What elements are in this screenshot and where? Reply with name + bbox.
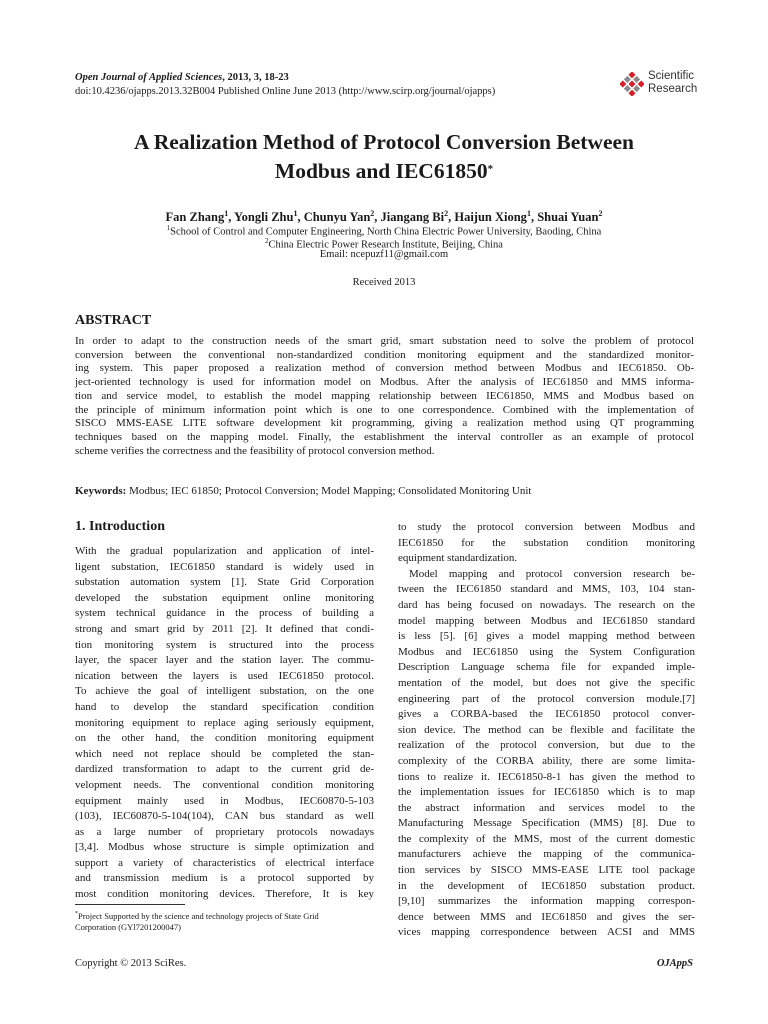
title-line-2: Modbus and IEC61850: [274, 159, 488, 183]
body-line: monitoring equipment to replace aging seriously equipment,: [75, 716, 374, 729]
body-line: substation automation system [1]. State Grid Corporation: [75, 576, 374, 589]
abstract-body: [75, 335, 694, 458]
body-line: equipment mainly used in Modbus, IEC60870-5-103: [75, 794, 374, 807]
body-line: hand to develop the standard specification condition: [75, 700, 374, 713]
body-line: To achieve the goal of intelligent substation, on the one: [75, 685, 374, 698]
body-line: tween the IEC61850 standard and MMS, 103, 104 stan-: [398, 583, 695, 596]
affiliation-2: $^2$China Electric Power Research Institute, Beijing, China: [265, 237, 503, 251]
body-line: most condition monitoring devices. Therefore, It is key: [75, 888, 374, 901]
footnote: [75, 909, 375, 934]
keywords-label: Keywords:: [75, 485, 127, 497]
paper-title: [40, 128, 728, 186]
abstract-line: SISCO MMS-EASE LITE software development kit programming, giving a realization method using QT programming: [75, 417, 694, 430]
body-line: [9,10] summarizes the information mapping correspon-: [398, 895, 695, 908]
doi-line: doi:10.4236/ojapps.2013.32B004 Published Online June 2013 (http://www.scirp.org/journal/ojapps): [75, 86, 496, 97]
author: Chunyu Yan$^2$,: [303, 209, 381, 225]
body-line: the abstract information and services model to the: [398, 801, 695, 814]
author: Fan Zhang$^1$,: [165, 209, 235, 225]
footnote-mark: *: [75, 911, 78, 917]
body-line: Manufacturing Message Specification (MMS) [8]. Due to: [398, 817, 695, 830]
body-column-left: [75, 544, 374, 903]
intro-heading: 1. Introduction: [75, 519, 165, 534]
body-line: which need not replace should be completed the stan-: [75, 747, 374, 760]
body-line: tion monitoring system is structured into the process: [75, 638, 374, 651]
body-line: IEC61850 for the substation condition monitoring: [398, 536, 695, 549]
affiliation-1: $^1$School of Control and Computer Engineering, North China Electric Power University, Baoding, China: [166, 224, 602, 238]
body-line: dard has being focused on nowadays. The research on the: [398, 598, 695, 611]
body-line: Description Language schema file for expanded imple-: [398, 661, 695, 674]
abstract-line: tion and service model, to establish the model mapping relationship between IEC61850, MMS and Modbus based on: [75, 389, 694, 402]
abstract-heading: ABSTRACT: [75, 313, 152, 328]
body-line: and transmission medium is a protocol supported by: [75, 872, 374, 885]
body-line: as a large number of proprietary protocols nowadays: [75, 825, 374, 838]
body-line: the complexity of the MMS, most of the current domestic: [398, 832, 695, 845]
body-line: tion services by SISCO MMS-EASE LITE tool package: [398, 864, 695, 877]
author-email: Email: ncepuzf11@gmail.com: [319, 249, 449, 260]
body-line: ligent substation, IEC61850 standard is widely used in: [75, 560, 374, 573]
body-line: vices mapping correspondence between ACSI and MMS: [398, 926, 695, 939]
body-line: to study the protocol conversion between Modbus and: [398, 521, 695, 533]
body-line: manufacturers achieve the mapping of the communica-: [398, 848, 695, 861]
journal-header: [75, 71, 495, 99]
author: Shuai Yuan$^2$: [537, 209, 603, 225]
logo-text-line1: Scientific: [648, 70, 695, 82]
body-line: Modbus and IEC61850 using the System Configuration: [398, 645, 695, 658]
abstract-line: ject-oriented technology is used for information model on Modbus. After the analysis of IEC61850 and MMS informa-: [75, 376, 694, 389]
body-line: is less [5]. [6] gives a model mapping method between: [398, 630, 695, 643]
abstract-line: conversion between the conventional non-standardized condition monitoring equipment and the standardized monitor-: [75, 348, 694, 361]
footnote-line-2: Corporation (GYl7201200047): [75, 922, 182, 933]
body-line: velopment needs. The conventional condition monitoring: [75, 778, 374, 791]
body-line: system technical guidance in the process of building a: [75, 607, 374, 620]
body-line: model mapping between Modbus and IEC61850 standard: [398, 614, 695, 627]
author: Yongli Zhu$^1$,: [234, 209, 304, 225]
title-footnote-mark: *: [487, 163, 494, 175]
body-line: realization of the protocol conversion, but due to the: [398, 739, 695, 752]
body-line: layer, the spacer layer and the station layer. The commu-: [75, 654, 374, 667]
body-line: equipment standardization.: [398, 552, 518, 565]
body-line: engineering part of the protocol conversion module.[7]: [398, 692, 695, 705]
abstract-line: scheme verifies the correctness and the feasibility of protocol conversion method.: [75, 444, 435, 457]
body-line: in the development of IEC61850 substation product.: [398, 879, 695, 892]
logo-text-line2: Research: [648, 83, 698, 95]
body-line: mentation of the model, but does not give the specific: [398, 676, 695, 689]
body-line: (103), IEC60870-5-104(104), CAN bus standard as well: [75, 810, 374, 823]
body-line: dence between MMS and IEC61850 and gives the ser-: [398, 910, 695, 923]
body-line: Model mapping and protocol conversion research be-: [409, 567, 695, 580]
title-line-1: A Realization Method of Protocol Conversion Between: [133, 130, 634, 154]
body-column-right: [398, 520, 695, 941]
footnote-divider: [75, 904, 185, 905]
body-line: sion device. The method can be flexible and facilitate the: [398, 723, 695, 736]
body-line: With the gradual popularization and application of intel-: [75, 545, 374, 557]
received-date: Received 2013: [352, 277, 416, 288]
body-line: nication between the layers is used IEC61850 protocol.: [75, 669, 374, 682]
journal-name: Open Journal of Applied Sciences: [75, 72, 223, 83]
author: Haijun Xiong$^1$,: [454, 209, 538, 225]
body-line: strong and smart grid by 2011 [2]. It defined that condi-: [75, 622, 374, 635]
scientific-research-logo: [620, 70, 700, 100]
publisher-logo-icon: [620, 72, 644, 96]
body-line: support a variety of characteristics of electrical interface: [75, 856, 374, 869]
copyright: Copyright © 2013 SciRes.: [75, 958, 187, 969]
abstract-line: techniques based on the mapping model. Finally, the establishment the interval controller as an example of protocol: [75, 430, 694, 443]
keywords: [75, 484, 532, 498]
abstract-line: ing system. This paper proposed a realization method of conversion method between Modbus and IEC61850. Ob-: [75, 362, 694, 375]
body-line: developed the substation equipment online monitoring: [75, 591, 374, 604]
author: Jiangang Bi$^2$,: [380, 209, 455, 225]
body-line: complexity of the CORBA ability, there are some limita-: [398, 754, 695, 767]
body-line: on the other hand, the condition monitoring equipment: [75, 732, 374, 745]
abstract-line: In order to adapt to the construction needs of the smart grid, smart substation need to solve the problem of protocol: [75, 335, 694, 347]
citation: , 2013, 3, 18-23: [222, 72, 289, 83]
body-line: the implementation issues for IEC61850 which is to map: [398, 786, 695, 799]
footnote-line-1: Project Supported by the science and technology projects of State Grid: [78, 910, 319, 921]
abstract-line: the principle of minimum information point which is one to one correspondence. Combined with the implementation of: [75, 403, 694, 416]
body-line: [3,4]. Modbus whose structure is simple optimization and: [75, 841, 374, 854]
body-line: gives a CORBA-based the IEC61850 protocol conver-: [398, 708, 695, 721]
keywords-text: Modbus; IEC 61850; Protocol Conversion; Model Mapping; Consolidated Monitoring Unit: [126, 485, 532, 497]
body-line: dardized transformation to adapt to the current grid de-: [75, 763, 374, 776]
body-line: tions to realize it. IEC61850-8-1 has given the method to: [398, 770, 695, 783]
journal-abbreviation: OJAppS: [656, 958, 693, 969]
